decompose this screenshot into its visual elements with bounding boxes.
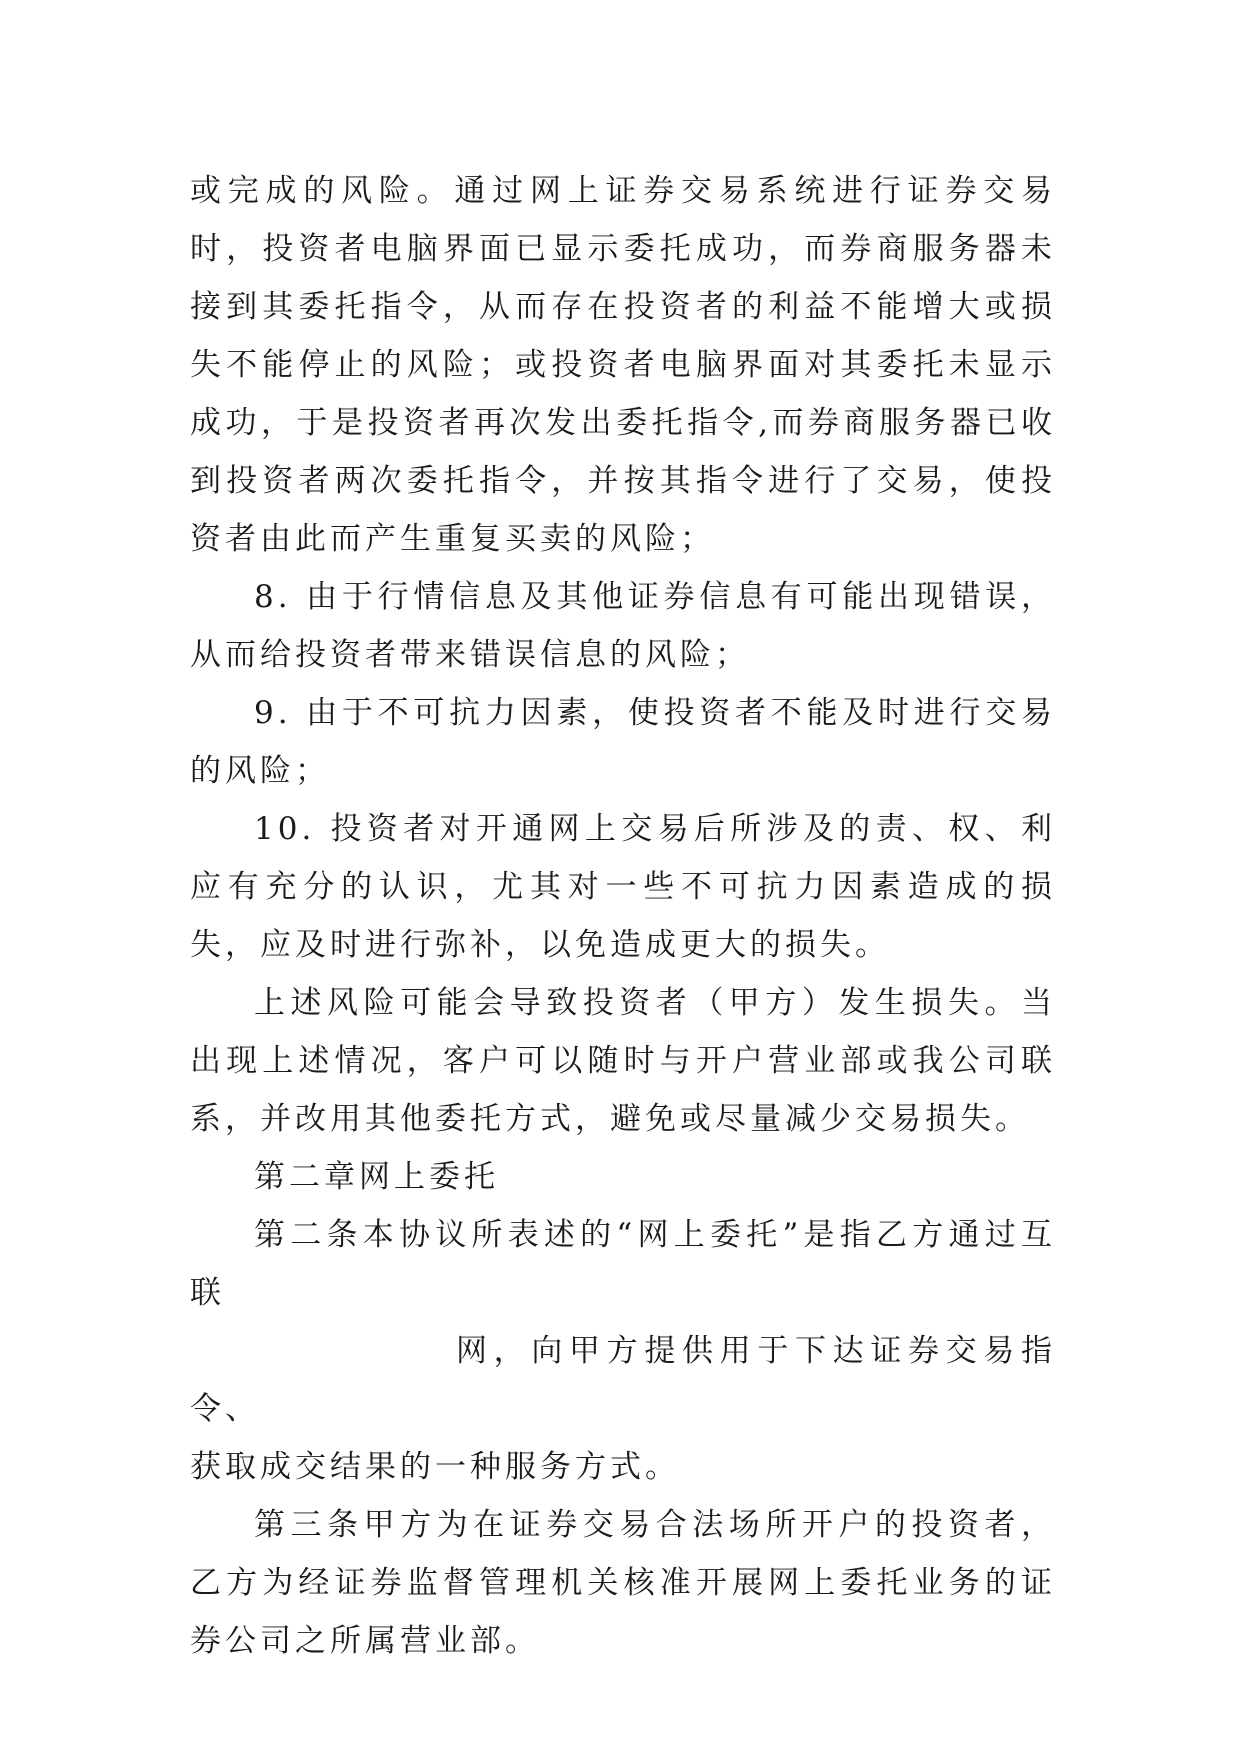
paragraph-risk-7-continued: 或完成的风险。通过网上证券交易系统进行证券交易时，投资者电脑界面已显示委托成功，而券商服务器未接到其委托指令，从而存在投资者的利益不能增大或损失不能停止的风险；或投资者电脑界面对其委托未显示成功，于是投资者再次发出委托指令,而券商服务器已收到投资者两次委托指令，并按其指令进行了交易，使投资者由此而产生重复买卖的风险； [190,173,1056,557]
paragraph-risk-10: 10. 投资者对开通网上交易后所涉及的责、权、利应有充分的认识，尤其对一些不可抗力因素造成的损失，应及时进行弥补，以免造成更大的损失。 [190,811,1056,963]
article-2-line-3: 获取成交结果的一种服务方式。 [190,1449,680,1485]
paragraph-risk-9: 9. 由于不可抗力因素，使投资者不能及时进行交易的风险； [190,695,1056,789]
paragraph-risk-8: 8. 由于行情信息及其他证券信息有可能出现错误，从而给投资者带来错误信息的风险； [190,579,1056,673]
article-2-line-2: 网，向甲方提供用于下达证券交易指令、 [190,1333,1056,1427]
document-body [190,162,1056,1670]
paragraph-risk-summary: 上述风险可能会导致投资者（甲方）发生损失。当出现上述情况，客户可以随时与开户营业部或我公司联系，并改用其他委托方式，避免或尽量减少交易损失。 [190,985,1056,1137]
chapter-heading: 第二章网上委托 [254,1159,499,1195]
paragraph-article-3: 第三条甲方为在证券交易合法场所开户的投资者，乙方为经证券监督管理机关核准开展网上委托业务的证券公司之所属营业部。 [190,1507,1056,1659]
article-2-line-1: 第二条本协议所表述的“网上委托”是指乙方通过互联 [190,1217,1056,1311]
